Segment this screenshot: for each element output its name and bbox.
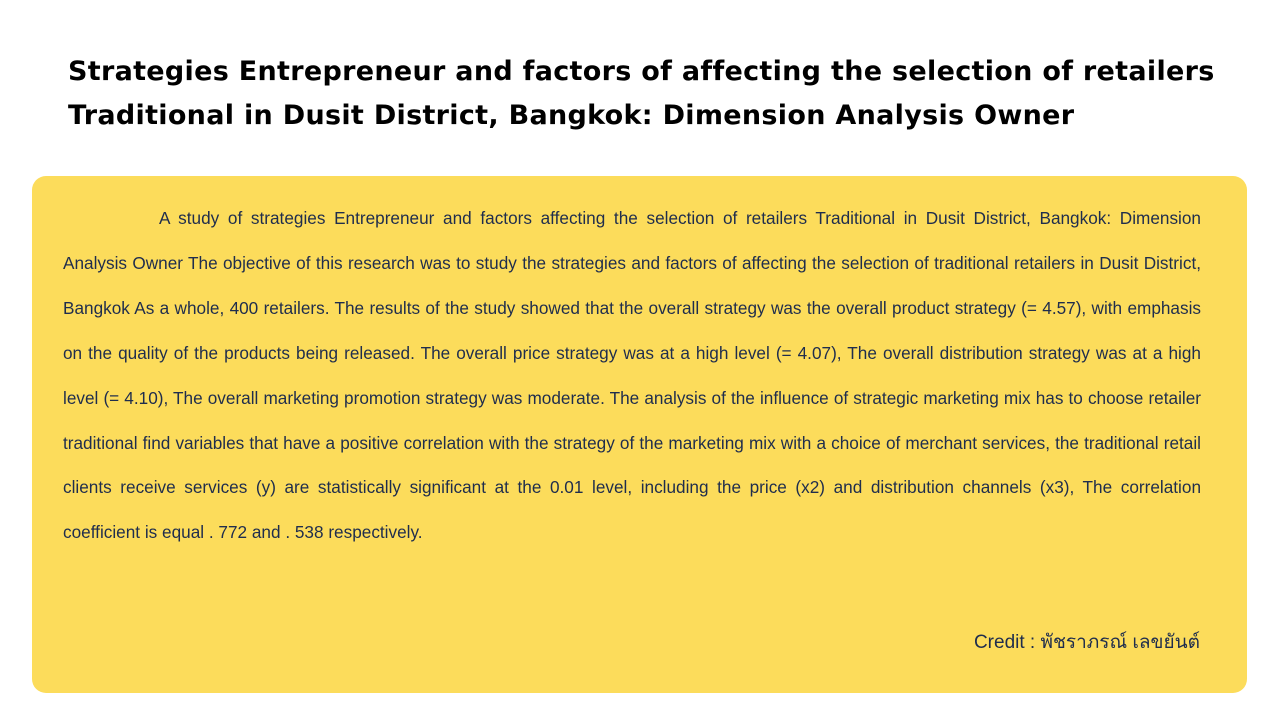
credit-text: Credit : พัชราภรณ์ เลขยันต์ [973, 632, 1200, 653]
abstract-card [32, 176, 1247, 693]
title-line-1: Strategies Entrepreneur and factors of affecting the selection of retailers [68, 56, 1215, 87]
title-line-2: Traditional in Dusit District, Bangkok: Dimension Analysis Owner [68, 100, 1075, 131]
abstract-text: A study of strategies Entrepreneur and factors affecting the selection of retailers Traditional in Dusit District, Bangkok: Dimension Analysis Owner The objective of this research was to study the strategies and factors of affecting the selection of traditional retailers in Dusit District, Bangkok As a whole, 400 retailers. The results of the study showed that the overall strategy was the overall product strategy (= 4.57), with emphasis on the quality of the products being released. The overall price strategy was at a high level (= 4.07), The overall distribution strategy was at a high level (= 4.10), The overall marketing promotion strategy was moderate. The analysis of the influence of strategic marketing mix has to choose retailer traditional find variables that have a positive correlation with the strategy of the marketing mix with a choice of merchant services, the traditional retail clients receive services (y) are statistically significant at the 0.01 level, including the price (x2) and distribution channels (x3), The correlation coefficient is equal . 772 and . 538 respectively. [63, 208, 1201, 543]
page-title [68, 50, 1218, 138]
